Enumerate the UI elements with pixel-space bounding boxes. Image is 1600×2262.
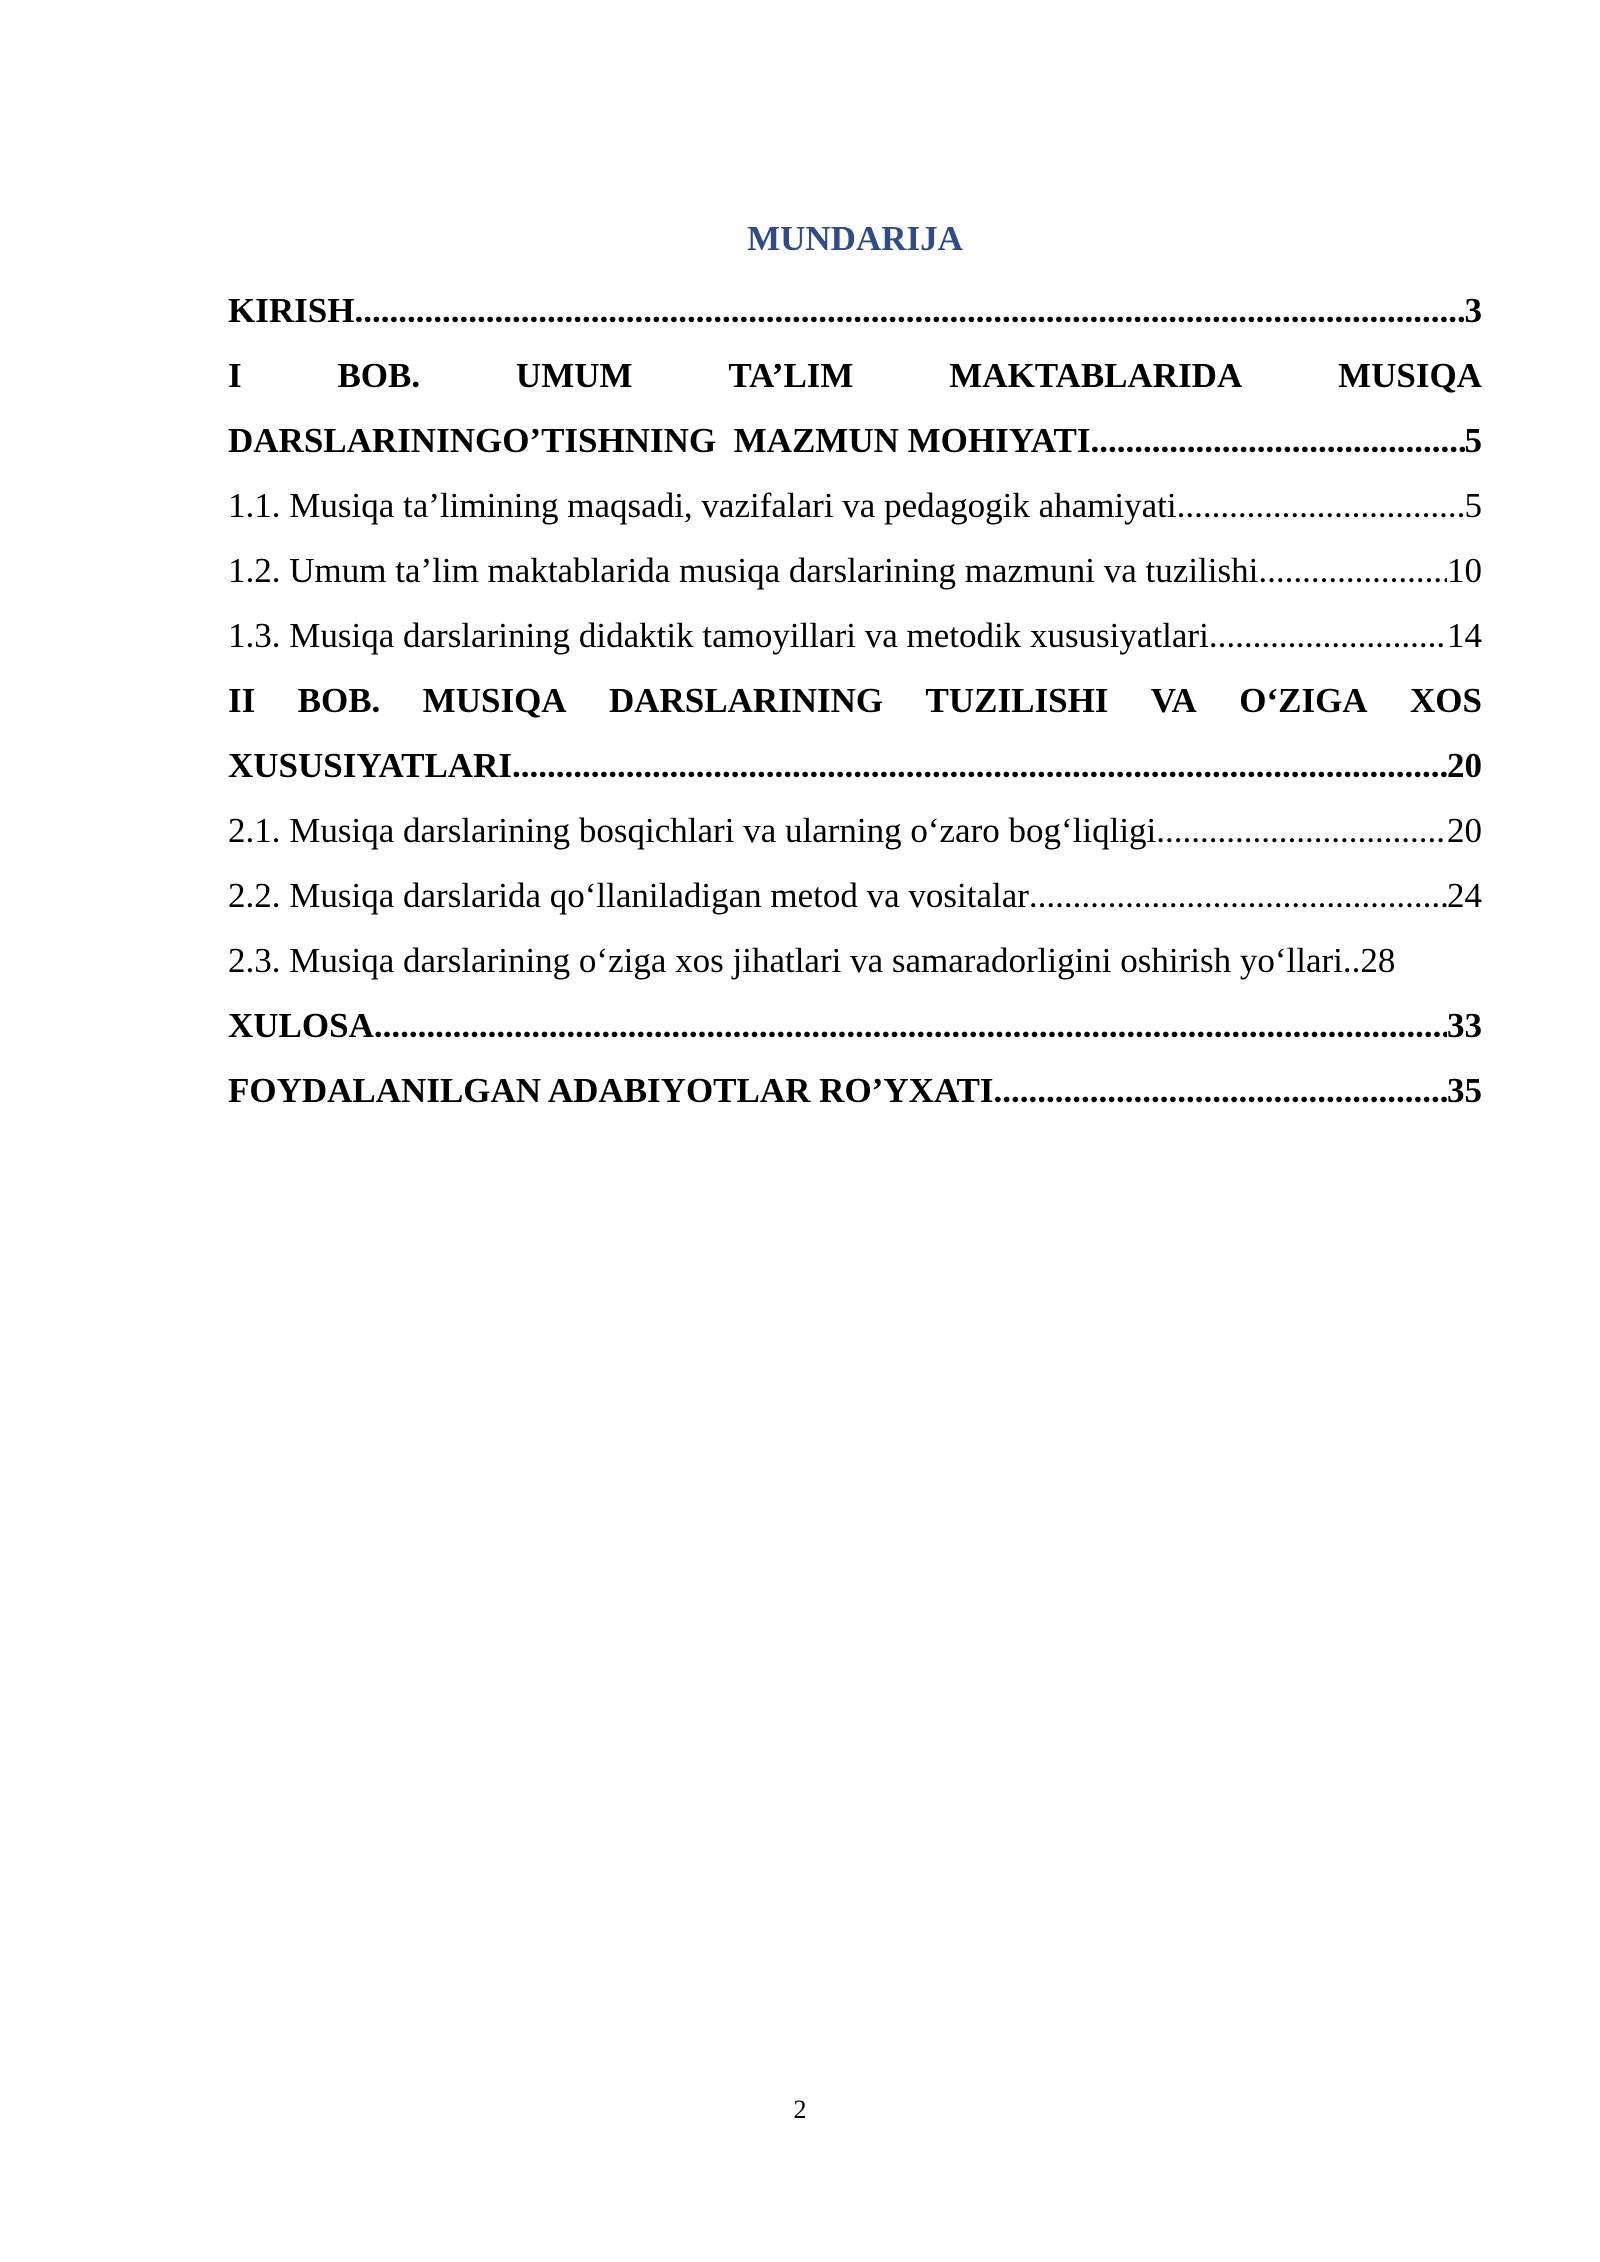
toc-heading-word: MAKTABLARIDA xyxy=(949,356,1243,395)
toc-heading-word: TA’LIM xyxy=(728,356,854,395)
toc-page-number: 20 xyxy=(1447,798,1482,863)
page-number: 2 xyxy=(793,2095,807,2124)
toc-entry-2-2[interactable] xyxy=(228,863,1482,928)
toc-page-number: 35 xyxy=(1447,1058,1482,1123)
toc-heading-word: MUSIQA xyxy=(422,681,567,720)
toc-entry-label: XULOSA xyxy=(228,1006,374,1045)
toc-heading-word: BOB. xyxy=(297,681,381,720)
toc-entry-label: 1.1. Musiqa ta’limining maqsadi, vazifalari va pedagogik ahamiyati xyxy=(228,486,1177,525)
toc-page-number: 33 xyxy=(1447,993,1482,1058)
toc-page-number: 5 xyxy=(1465,473,1483,538)
toc-entry-2-1[interactable] xyxy=(228,798,1482,863)
dot-leader xyxy=(994,1058,1447,1123)
dot-leader xyxy=(1090,408,1464,473)
toc-entry-label: FOYDALANILGAN ADABIYOTLAR RO’YXATI xyxy=(228,1071,994,1110)
dot-leader xyxy=(1177,473,1465,538)
toc-entry-xulosa[interactable] xyxy=(228,993,1482,1058)
toc-heading-word: II xyxy=(228,681,256,720)
toc-heading-word: UMUM xyxy=(515,356,633,395)
page-title: MUNDARIJA xyxy=(747,219,963,258)
dot-leader xyxy=(374,993,1447,1058)
dot-leader xyxy=(1029,863,1447,928)
toc-page-number: 28 xyxy=(1360,928,1395,993)
toc-heading-word: TUZILISHI xyxy=(925,681,1109,720)
toc-entry-label: 2.1. Musiqa darslarining bosqichlari va ularning o‘zaro bog‘liqligi xyxy=(228,811,1157,850)
toc-heading-word: DARSLARINING xyxy=(608,681,884,720)
toc-page-number: 10 xyxy=(1447,538,1482,603)
toc-heading-word: I xyxy=(228,356,242,395)
toc-entry-adabiyotlar[interactable] xyxy=(228,1058,1482,1123)
toc-entry-1-1[interactable] xyxy=(228,473,1482,538)
toc-entry-label: 2.3. Musiqa darslarining o‘ziga xos jihatlari va samaradorligini oshirish yo‘llari.. xyxy=(228,941,1361,980)
toc-entry-1-3[interactable] xyxy=(228,603,1482,668)
toc-entry-label: KIRISH xyxy=(228,291,355,330)
toc-page-number: 24 xyxy=(1447,863,1482,928)
toc-entry-label: XUSUSIYATLARI xyxy=(228,746,512,785)
toc-entry-label: 1.3. Musiqa darslarining didaktik tamoyillari va metodik xususiyatlari xyxy=(228,616,1209,655)
toc-page-number: 5 xyxy=(1465,408,1483,473)
toc-heading-word: BOB. xyxy=(337,356,421,395)
table-of-contents xyxy=(228,278,1482,1123)
dot-leader xyxy=(1156,798,1447,863)
toc-entry-1-2[interactable] xyxy=(228,538,1482,603)
toc-chapter-1-heading[interactable] xyxy=(228,343,1482,408)
toc-entry-label: 2.2. Musiqa darslarida qo‘llaniladigan metod va vositalar xyxy=(228,876,1029,915)
dot-leader xyxy=(354,278,1464,343)
toc-heading-word: VA xyxy=(1150,681,1197,720)
dot-leader xyxy=(1258,538,1447,603)
dot-leader xyxy=(1209,603,1447,668)
toc-page-number: 14 xyxy=(1447,603,1482,668)
toc-entry-kirish[interactable] xyxy=(228,278,1482,343)
toc-entry-label: 1.2. Umum ta’lim maktablarida musiqa darslarining mazmuni va tuzilishi xyxy=(228,551,1259,590)
toc-heading-word: O‘ZIGA xyxy=(1239,681,1368,720)
toc-entry-label: DARSLARININGO’TISHNING MAZMUN MOHIYATI xyxy=(228,421,1091,460)
toc-chapter-2-heading[interactable] xyxy=(228,668,1482,733)
toc-chapter-1-continuation[interactable] xyxy=(228,408,1482,473)
toc-heading-word: XOS xyxy=(1409,681,1482,720)
toc-entry-2-3[interactable] xyxy=(228,928,1482,993)
toc-page-number: 3 xyxy=(1465,278,1483,343)
toc-chapter-2-continuation[interactable] xyxy=(228,733,1482,798)
toc-page-number: 20 xyxy=(1447,733,1482,798)
toc-heading-word: MUSIQA xyxy=(1338,356,1482,395)
dot-leader xyxy=(512,733,1447,798)
